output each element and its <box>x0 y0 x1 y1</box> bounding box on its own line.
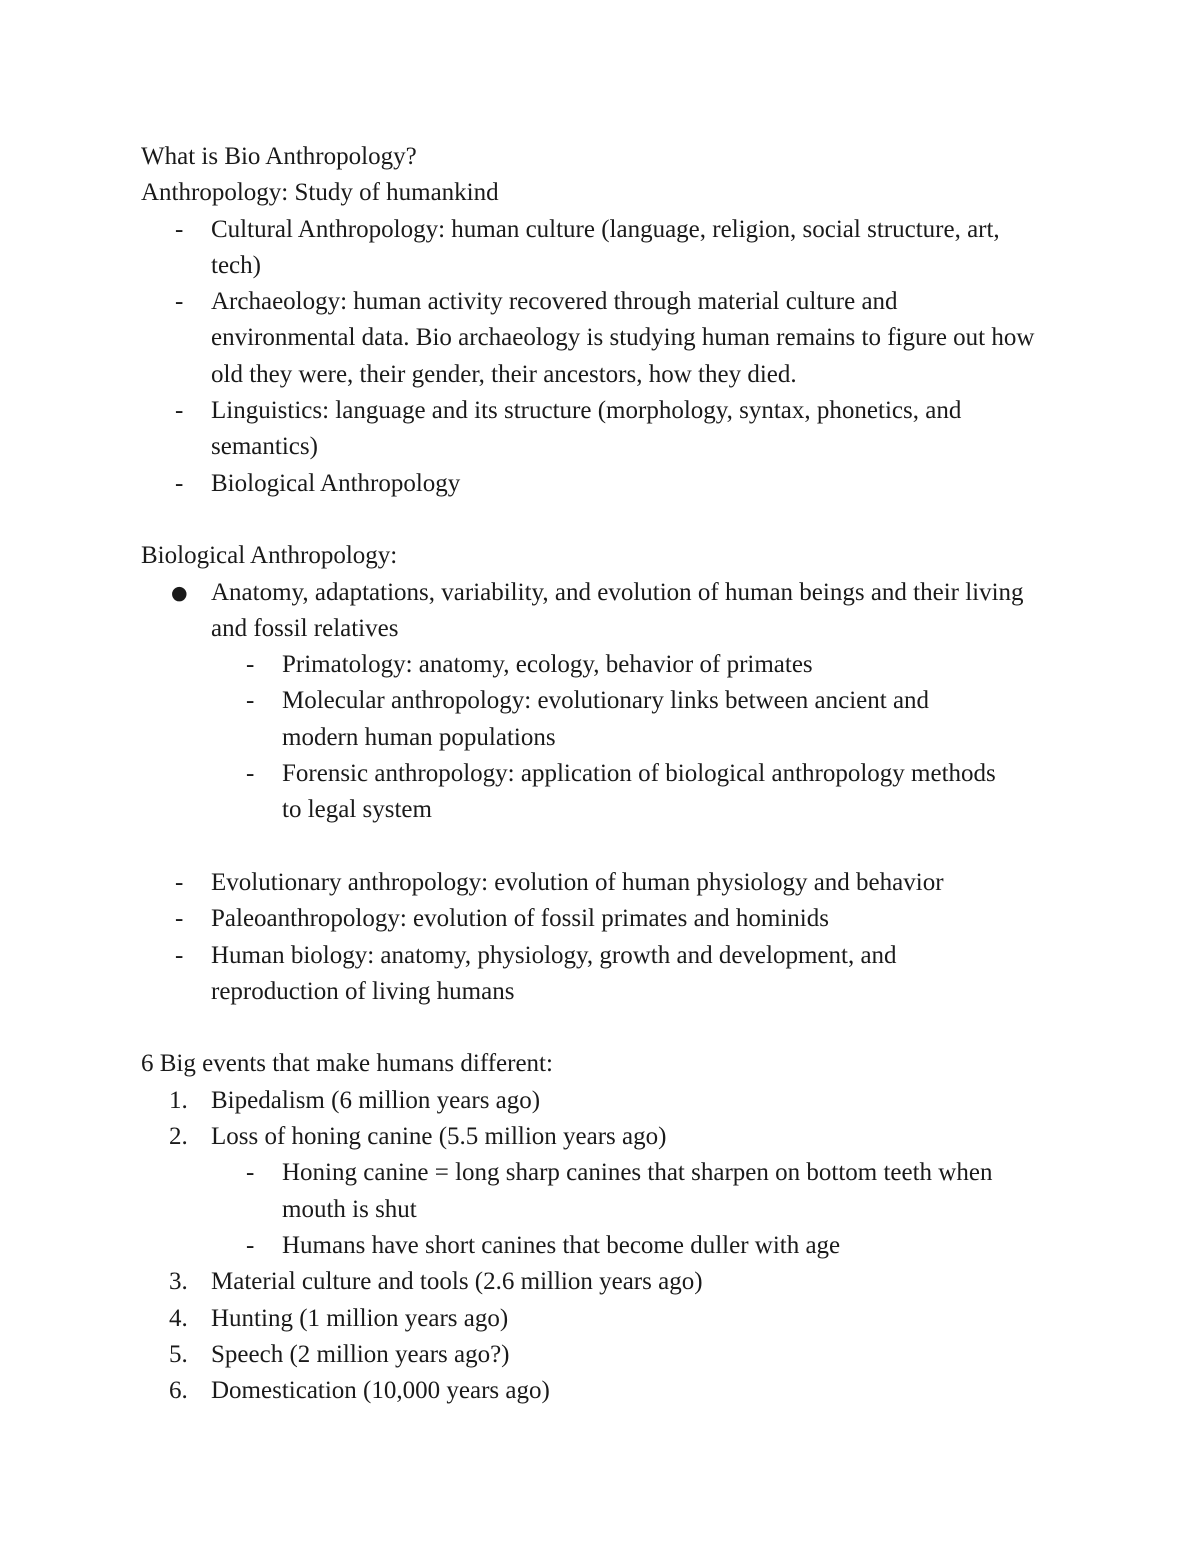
number-marker: 2. <box>169 1123 188 1151</box>
sub-list-item <box>141 1228 1012 1264</box>
numbered-item <box>141 1083 1061 1119</box>
list-item-text: Material culture and tools (2.6 million years ago) <box>211 1268 703 1296</box>
number-marker: 4. <box>169 1304 188 1332</box>
list-item-text: Linguistics: language and its structure (morphology, syntax, phonetics, and semantics) <box>211 397 962 461</box>
list-item-text: Molecular anthropology: evolutionary links between ancient and modern human populations <box>282 687 930 751</box>
number-marker: 5. <box>169 1340 188 1368</box>
list-item-text: Biological Anthropology <box>211 469 461 497</box>
list-item-text: Archaeology: human activity recovered through material culture and environmental data. Bio archaeology is studying human remains to figure out how old they were, their gender, their ancestors, how they died. <box>211 288 1035 388</box>
sub-list-item <box>141 683 997 756</box>
section-heading-six-big-events: 6 Big events that make humans different: <box>141 1050 553 1078</box>
dash-marker: - <box>175 905 184 933</box>
list-item <box>141 212 1041 285</box>
list-item-text: Hunting (1 million years ago) <box>211 1304 509 1332</box>
list-item-text: Speech (2 million years ago?) <box>211 1340 510 1368</box>
numbered-item <box>141 1373 1061 1409</box>
list-item <box>141 393 1041 466</box>
number-marker: 3. <box>169 1268 188 1296</box>
list-item <box>141 901 1061 937</box>
numbered-item <box>141 1119 1061 1155</box>
list-item-text: Humans have short canines that become duller with age <box>282 1231 841 1259</box>
dash-marker: - <box>246 1231 255 1259</box>
list-item <box>141 284 1041 393</box>
list-item-text: Paleoanthropology: evolution of fossil primates and hominids <box>211 905 829 933</box>
dash-marker: - <box>175 397 184 425</box>
dash-marker: - <box>246 1159 255 1187</box>
dash-marker: - <box>175 868 184 896</box>
sub-list-item <box>141 647 997 683</box>
list-item-text: Honing canine = long sharp canines that sharpen on bottom teeth when mouth is shut <box>282 1159 993 1223</box>
list-item-text: Loss of honing canine (5.5 million years ago) <box>211 1123 667 1151</box>
dash-marker: - <box>175 215 184 243</box>
list-item-text: Primatology: anatomy, ecology, behavior of primates <box>282 651 813 679</box>
section-heading-biological-anthropology: Biological Anthropology: <box>141 542 398 570</box>
dash-marker: - <box>175 288 184 316</box>
section-heading-what-is-bio-anthropology: What is Bio Anthropology? <box>141 143 417 170</box>
dash-marker: - <box>175 469 184 497</box>
list-item-text: Cultural Anthropology: human culture (language, religion, social structure, art, tech) <box>211 215 1000 279</box>
number-marker: 6. <box>169 1377 188 1405</box>
blank-line <box>141 829 1061 865</box>
sub-list-item <box>141 756 997 829</box>
dash-marker: - <box>175 941 184 969</box>
numbered-item <box>141 1301 1061 1337</box>
dash-marker: - <box>246 651 255 679</box>
list-item-text: Bipedalism (6 million years ago) <box>211 1086 541 1114</box>
anthropology-definition: Anthropology: Study of humankind <box>141 179 499 207</box>
list-item <box>141 865 1061 901</box>
blank-line <box>141 1010 1061 1046</box>
list-item <box>141 938 1001 1011</box>
number-marker: 1. <box>169 1086 188 1114</box>
numbered-item <box>141 1337 1061 1373</box>
document-page <box>141 139 1061 1409</box>
dash-marker: - <box>246 687 255 715</box>
sub-list-item <box>141 1155 1012 1228</box>
dash-marker: - <box>246 760 255 788</box>
numbered-item <box>141 1264 1061 1300</box>
list-item-text: Forensic anthropology: application of biological anthropology methods to legal system <box>282 760 996 824</box>
list-item-text: Anatomy, adaptations, variability, and evolution of human beings and their living and fossil relatives <box>211 578 1024 642</box>
list-item-text: Domestication (10,000 years ago) <box>211 1377 550 1405</box>
bullet-marker: ● <box>171 581 188 604</box>
list-item-text: Human biology: anatomy, physiology, growth and development, and reproduction of living humans <box>211 941 897 1005</box>
blank-line <box>141 502 1061 538</box>
bullet-item <box>141 575 1041 648</box>
list-item-text: Evolutionary anthropology: evolution of human physiology and behavior <box>211 868 944 896</box>
list-item <box>141 466 1041 502</box>
